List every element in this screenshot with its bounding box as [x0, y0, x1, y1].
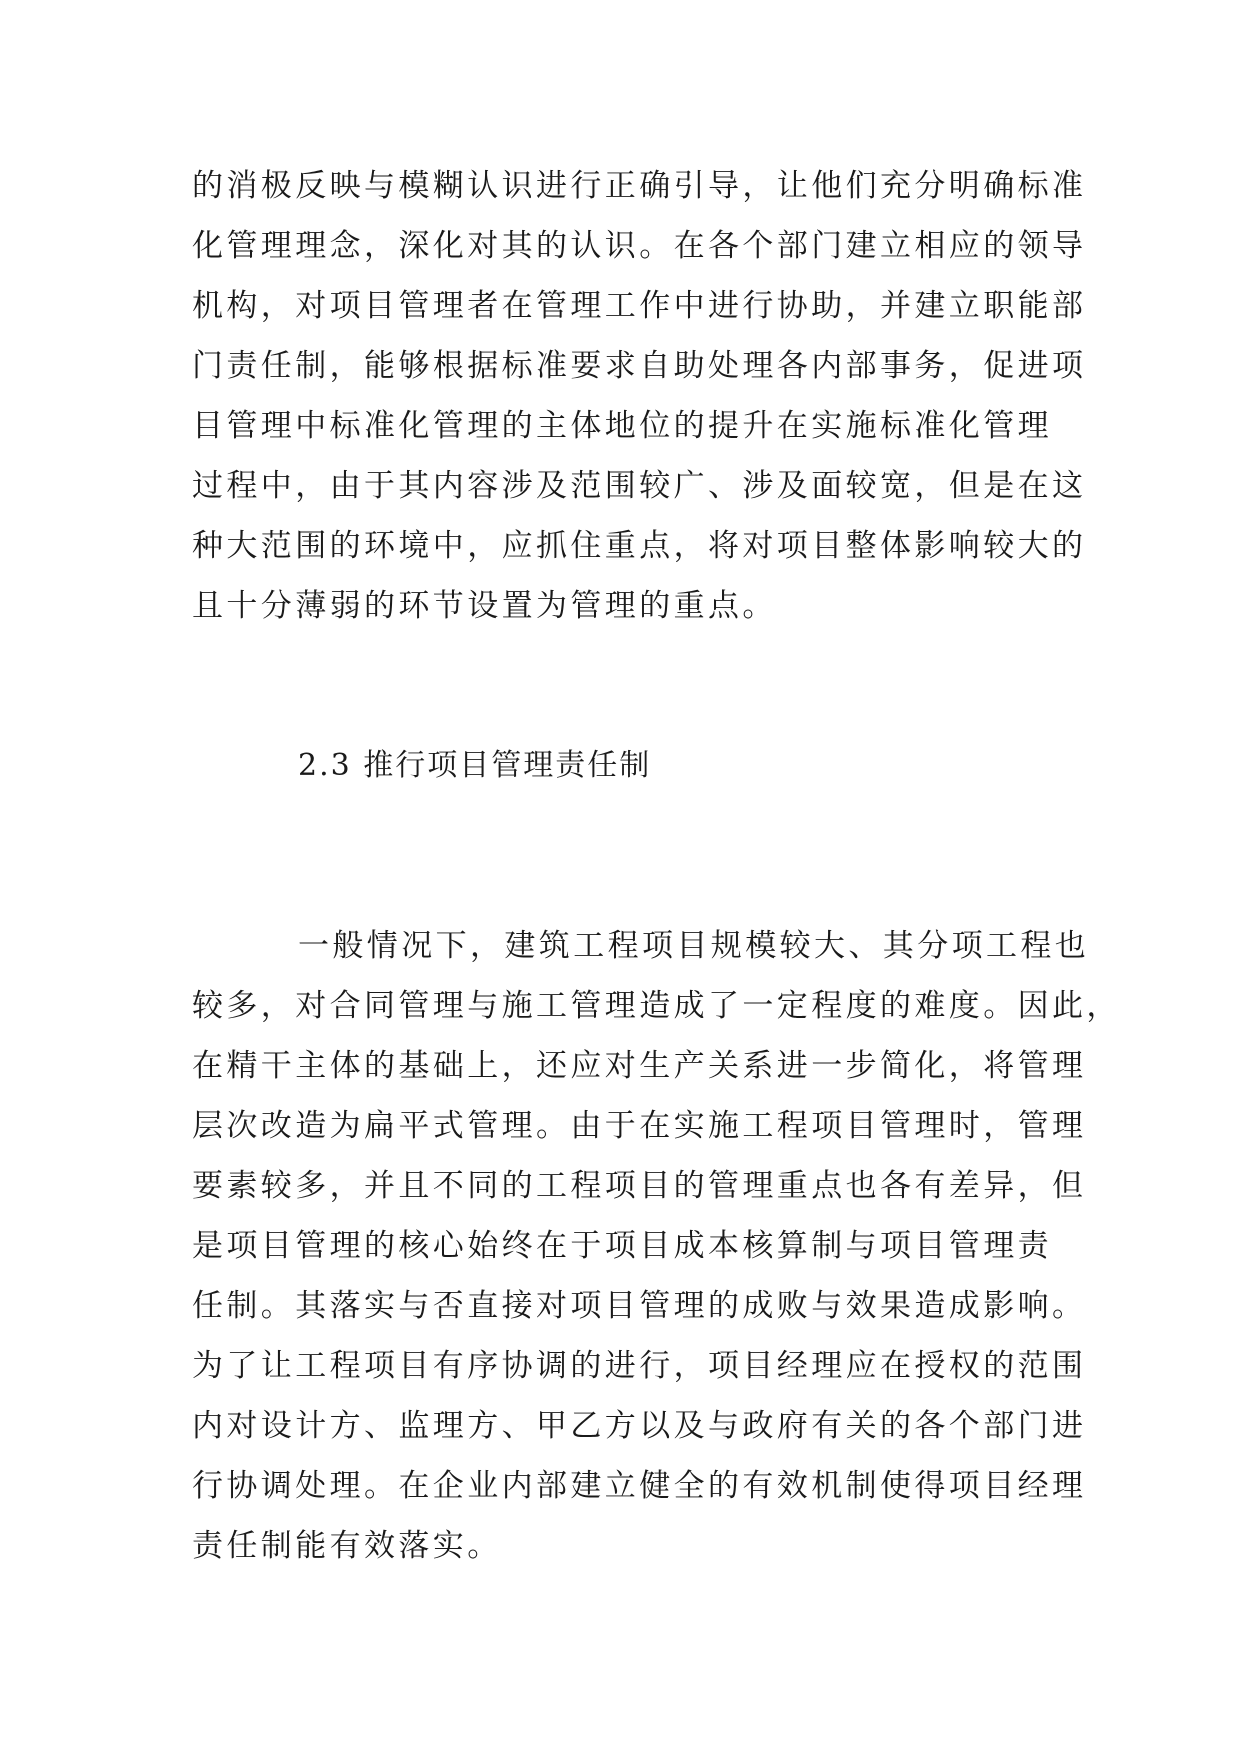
paragraph-line: 种大范围的环境中，应抓住重点，将对项目整体影响较大的 [192, 528, 1087, 564]
paragraph-line: 门责任制，能够根据标准要求自助处理各内部事务，促进项 [192, 348, 1087, 384]
paragraph-line: 较多，对合同管理与施工管理造成了一定程度的难度。因此， [192, 988, 1121, 1024]
paragraph-line: 要素较多，并且不同的工程项目的管理重点也各有差异，但 [192, 1168, 1087, 1204]
paragraph-line: 一般情况下，建筑工程项目规模较大、其分项工程也 [298, 928, 1090, 964]
paragraph-line: 内对设计方、监理方、甲乙方以及与政府有关的各个部门进 [192, 1408, 1087, 1444]
paragraph-line: 目管理中标准化管理的主体地位的提升在实施标准化管理 [192, 408, 1052, 444]
paragraph-line: 为了让工程项目有序协调的进行，项目经理应在授权的范围 [192, 1348, 1087, 1384]
paragraph-line: 层次改造为扁平式管理。由于在实施工程项目管理时，管理 [192, 1108, 1087, 1144]
paragraph-line: 且十分薄弱的环节设置为管理的重点。 [192, 588, 777, 624]
paragraph-line: 的消极反映与模糊认识进行正确引导，让他们充分明确标准 [192, 168, 1087, 204]
paragraph-line: 是项目管理的核心始终在于项目成本核算制与项目管理责 [192, 1228, 1052, 1264]
paragraph-line: 行协调处理。在企业内部建立健全的有效机制使得项目经理 [192, 1468, 1087, 1504]
paragraph-line: 在精干主体的基础上，还应对生产关系进一步简化，将管理 [192, 1048, 1087, 1084]
paragraph-line: 化管理理念，深化对其的认识。在各个部门建立相应的领导 [192, 228, 1087, 264]
paragraph-line: 任制。其落实与否直接对项目管理的成败与效果造成影响。 [192, 1288, 1087, 1324]
paragraph-line: 责任制能有效落实。 [192, 1528, 502, 1564]
paragraph-line: 机构，对项目管理者在管理工作中进行协助，并建立职能部 [192, 288, 1087, 324]
section-heading: 2.3 推行项目管理责任制 [298, 748, 652, 783]
paragraph-line: 过程中，由于其内容涉及范围较广、涉及面较宽，但是在这 [192, 468, 1087, 504]
